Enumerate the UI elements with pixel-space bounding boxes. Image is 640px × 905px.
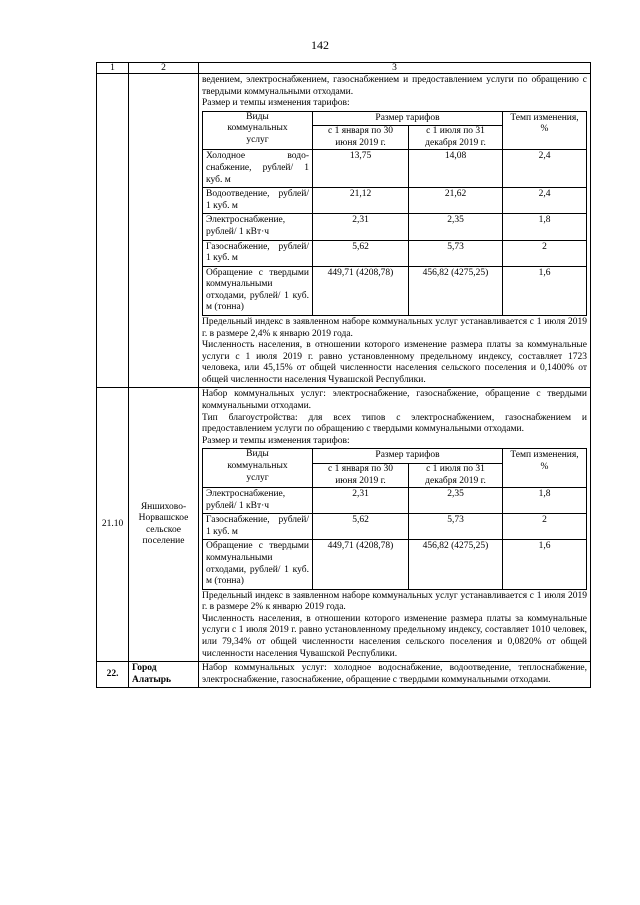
service-name: Электроснабжение, рублей/ 1 кВт·ч <box>203 214 313 240</box>
tariff-row <box>203 240 587 266</box>
service-name: Водоотведение, рублей/ 1 куб. м <box>203 188 313 214</box>
tariff-row <box>203 266 587 315</box>
value-period-2: 14,08 <box>409 150 503 188</box>
value-period-1: 2,31 <box>313 214 409 240</box>
th-size: Размер тарифов <box>313 111 503 126</box>
row-c-city-name: Город Алатырь <box>129 662 199 688</box>
value-rate: 2 <box>503 514 587 540</box>
table-row <box>97 74 591 388</box>
value-period-2: 456,82 (4275,25) <box>409 540 503 589</box>
table-row <box>97 388 591 662</box>
row-a-table-title: Размер и темпы изменения тарифов: <box>202 98 350 109</box>
value-rate: 1,8 <box>503 214 587 240</box>
value-period-2: 5,73 <box>409 514 503 540</box>
page-number: 142 <box>311 38 329 52</box>
row-b-number: 21.10 <box>97 388 129 662</box>
tariff-row <box>203 514 587 540</box>
row-b-content <box>199 388 591 662</box>
value-period-2: 2,35 <box>409 214 503 240</box>
row-b-population: Численность населения, в отношении которого изменение размера платы за коммунальные услуги с 1 июля 2019 г. равно установленному предельному индексу, составляет 1010 человек, или 79,34% от общей численности населения сельского поселения и 0,0820% от общей численности населения Чувашской Республики. <box>202 613 587 659</box>
value-period-2: 456,82 (4275,25) <box>409 266 503 315</box>
row-c-number: 22. <box>97 662 129 688</box>
service-name: Холодное водо-снабжение, рублей/ 1 куб. м <box>203 150 313 188</box>
value-rate: 1,6 <box>503 266 587 315</box>
main-table <box>96 62 591 688</box>
row-c-content <box>199 662 591 688</box>
value-rate: 2,4 <box>503 150 587 188</box>
th-period-2: с 1 июля по 31 декабря 2019 г. <box>409 126 503 150</box>
service-name: Электроснабжение, рублей/ 1 кВт·ч <box>203 488 313 514</box>
th-rate: Темп изменения, % <box>503 111 587 150</box>
value-rate: 2,4 <box>503 188 587 214</box>
row-b-improvement-type: Тип благоустройства: для всех типов с электроснабжением, газоснабжением и предоставлением услуги по обращению с твердыми коммунальными отходами. <box>202 412 587 435</box>
value-period-1: 13,75 <box>313 150 409 188</box>
row-a-intro: ведением, электроснабжением, газоснабжением и предоставлением услуги по обращению с твердыми коммунальными отходами. <box>202 75 587 97</box>
th-types: Виды коммунальных услуг <box>203 449 313 488</box>
value-period-1: 449,71 (4208,78) <box>313 266 409 315</box>
value-rate: 1,8 <box>503 488 587 514</box>
header-row <box>97 63 591 74</box>
tariff-row <box>203 188 587 214</box>
tariff-row <box>203 214 587 240</box>
service-name: Газоснабжение, рублей/ 1 куб. м <box>203 514 313 540</box>
value-period-1: 5,62 <box>313 240 409 266</box>
value-period-1: 5,62 <box>313 514 409 540</box>
value-period-1: 2,31 <box>313 488 409 514</box>
th-rate: Темп изменения, % <box>503 449 587 488</box>
header-col-2: 2 <box>129 63 199 74</box>
th-period-1: с 1 января по 30 июня 2019 г. <box>313 463 409 487</box>
tariff-row <box>203 488 587 514</box>
table-row <box>97 662 591 688</box>
service-name: Обращение с твердыми коммунальными отходами, рублей/ 1 куб. м (тонна) <box>203 540 313 589</box>
header-col-1: 1 <box>97 63 129 74</box>
value-period-2: 21,62 <box>409 188 503 214</box>
service-name: Газоснабжение, рублей/ 1 куб. м <box>203 240 313 266</box>
row-b-table-title: Размер и темпы изменения тарифов: <box>202 435 350 446</box>
header-col-3: 3 <box>199 63 591 74</box>
row-a-population: Численность населения, в отношении которого изменение размера платы за коммунальные услуги с 1 июля 2019 г. равно установленному предельному индексу, составляет 1723 человека, или 45,15% от общей численности населения сельского поселения и 0,1400% от общей численности населения Чувашской Республики. <box>202 340 587 385</box>
tariff-row <box>203 150 587 188</box>
tariff-table-b <box>202 448 587 589</box>
th-period-1: с 1 января по 30 июня 2019 г. <box>313 126 409 150</box>
value-period-2: 2,35 <box>409 488 503 514</box>
row-b-limit-index: Предельный индекс в заявленном наборе коммунальных услуг устанавливается с 1 июля 2019 г. в размере 2% к январю 2019 года. <box>202 590 587 613</box>
value-period-1: 21,12 <box>313 188 409 214</box>
row-a-content <box>199 74 591 388</box>
row-b-services: Набор коммунальных услуг: электроснабжение, газоснабжение, обращение с твердыми коммунальными отходами. <box>202 389 587 412</box>
th-types: Виды коммунальных услуг <box>203 111 313 150</box>
value-rate: 2 <box>503 240 587 266</box>
row-b-settlement-name: Яншихово-Норвашское сельское поселение <box>129 388 199 662</box>
value-period-1: 449,71 (4208,78) <box>313 540 409 589</box>
value-period-2: 5,73 <box>409 240 503 266</box>
service-name: Обращение с твердыми коммунальными отходами, рублей/ 1 куб. м (тонна) <box>203 266 313 315</box>
value-rate: 1,6 <box>503 540 587 589</box>
tariff-row <box>203 540 587 589</box>
th-size: Размер тарифов <box>313 449 503 464</box>
row-c-services: Набор коммунальных услуг: холодное водоснабжение, водоотведение, теплоснабжение, электроснабжение, газоснабжение, обращение с твердыми коммунальными отходами. <box>202 663 587 685</box>
th-period-2: с 1 июля по 31 декабря 2019 г. <box>409 463 503 487</box>
row-a-limit-index: Предельный индекс в заявленном наборе коммунальных услуг устанавливается с 1 июля 2019 г. в размере 2,4% к январю 2019 года. <box>202 316 587 339</box>
tariff-table-a <box>202 111 587 316</box>
